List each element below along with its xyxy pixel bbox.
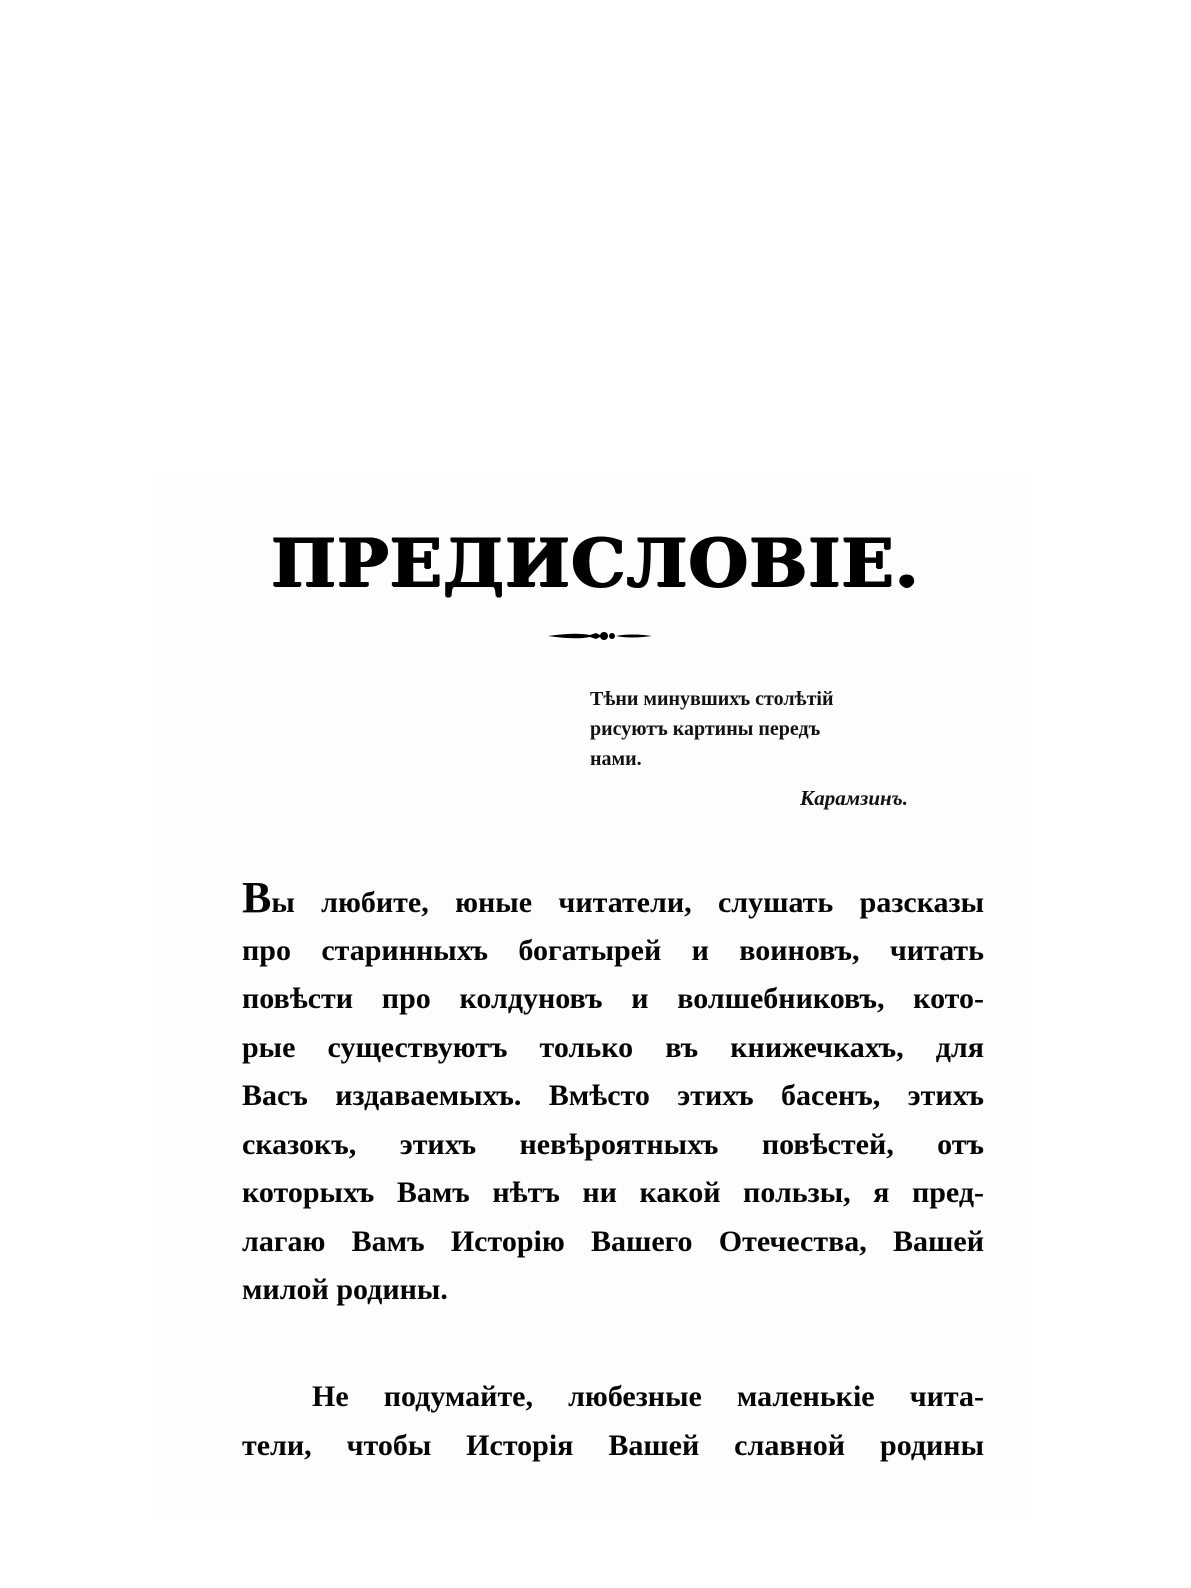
text-line: сказокъ, этихъ невѣроятныхъ повѣстей, отъ — [242, 1127, 984, 1161]
text-line: Васъ издаваемыхъ. Вмѣсто этихъ басенъ, этихъ — [242, 1079, 984, 1112]
text-line: рые существуютъ только въ книжечкахъ, для — [242, 1030, 984, 1064]
text-line: Не подумайте, любезные маленькіе чита- — [312, 1380, 984, 1413]
text-line: тели, чтобы Исторія Вашей славной родины — [242, 1428, 984, 1462]
text-line: Вы любите, юные читатели, слушать разсказы — [242, 873, 984, 922]
paragraph-1 — [242, 873, 984, 1315]
text-line: которыхъ Вамъ нѣтъ ни какой пользы, я пред- — [242, 1176, 984, 1209]
text-line: милой родины. — [242, 1273, 448, 1306]
epigraph-line: Тѣни минувшихъ столѣтій — [590, 688, 834, 710]
text-line: про старинныхъ богатырей и воиновъ, читать — [242, 933, 984, 967]
drop-cap: В — [242, 873, 272, 922]
page-title: ПРЕДИСЛОВІЕ. — [271, 524, 920, 602]
epigraph — [590, 684, 920, 774]
epigraph-line: рисуютъ картины передъ — [590, 718, 821, 740]
text-line: лагаю Вамъ Исторію Вашего Отечества, Вашей — [242, 1224, 984, 1258]
epigraph-author: Карамзинъ. — [800, 786, 908, 810]
epigraph-line: нами. — [590, 748, 642, 770]
paragraph-2 — [242, 1373, 984, 1470]
ornament-divider — [546, 626, 654, 646]
text-line: повѣсти про колдуновъ и волшебниковъ, кото- — [242, 982, 984, 1015]
